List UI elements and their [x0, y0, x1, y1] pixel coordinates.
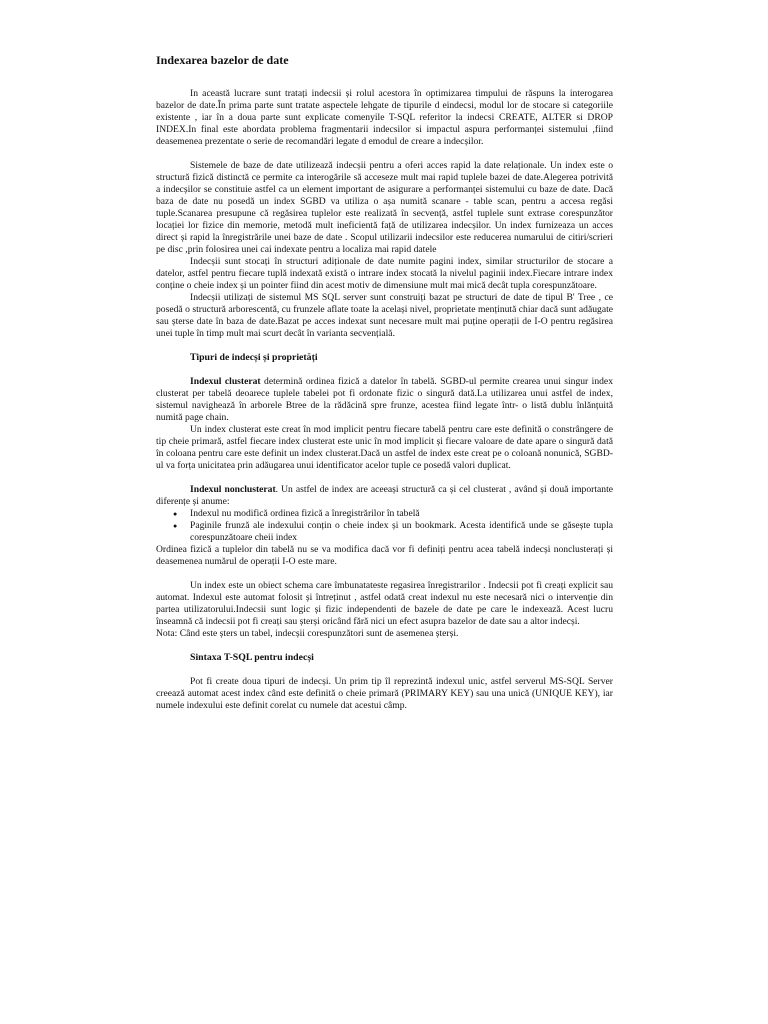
paragraph-sisteme: Sistemele de baze de date utilizează indecșii pentru a oferi acces rapid la date relaționale. Un index este o structură fizică distinctă ce permite ca interogările să acceseze mult mai rapid tuplele bazei de date.Alegerea potrivită a indecșilor se constituie astfel ca un element important de asigurare a performanței sistemului cu baze de date. Dacă baza de date nu posedă un index SGBD va utiliza o așa numită scanare - table scan, pentru a accesa regăsi tuple.Scanarea presupune că regăsirea tuplelor este realizată în secvență, astfel tuplele sunt extrase corespunzător locației lor fizice din memorie, metodă mult ineficientă față de utilizarea indecșilor. Un index furnizeaza un acces direct și rapid la înregistrările unei baze de date . Scopul utilizarii indecsilor este reducerea numarului de citiri/scrieri pe disc ,prin folosirea unei cai indexate pentru a localiza mai rapid datele [156, 160, 613, 255]
list-item: ● Indexul nu modifică ordinea fizică a înregistrărilor în tabelă [190, 508, 613, 520]
paragraph-mssql: Indecșii utilizați de sistemul MS SQL server sunt construiți bazat pe structuri de date de tipul B' Tree , ce posedă o structură arborescentă, cu frunzele aflate toate la același nivel, proprietate menținută chiar dacă sunt adăugate sau șterse date în baza de date.Bazat pe acces indexat sunt necesare mult mai puține operații de I-O pentru regăsirea unei tuple în timp mult mai scurt decât în varianta secvențială. [156, 292, 613, 339]
heading-tipuri: Tipuri de indecși și proprietăți [190, 352, 318, 363]
nonclustered-list [156, 508, 613, 544]
document-title: Indexarea bazelor de date [156, 53, 289, 67]
heading-sintaxa: Sintaxa T-SQL pentru indecși [190, 652, 314, 663]
note-line: Nota: Când este șters un tabel, indecșii corespunzători sunt de asemenea șterși. [156, 628, 459, 639]
nonclustered-text: . Un astfel de index are aceeași structură ca și cel clusterat , având și două importante diferențe și anume: [156, 484, 613, 507]
paragraph-clustered [156, 376, 613, 424]
paragraph-obiect: Un index este un obiect schema care îmbunatateste regasirea înregistrarilor . Indecsii pot fi creați explicit sau automat. Indexul este automat folosit și întreținut , astfel odată creat indexul nu este necesară nici o intervenție din partea utilizatorului.Indecsii sunt logic și fizic independenti de bazele de date pe care le indexează. Acest lucru înseamnă că indecsii pot fi creați sau șterși oricând fără nici un efect asupra bazelor de date sau a altor indecși. [156, 580, 613, 627]
list-item: ● Paginile frunză ale indexului conțin o cheie index și un bookmark. Acesta identifică unde se găsește tupla corespunzătoare cheii index [190, 520, 613, 544]
document-page [156, 52, 613, 712]
paragraph-stocati: Indecșii sunt stocați în structuri adiționale de date numite pagini index, similar structurilor de stocare a datelor, astfel pentru fiecare tuplă indexată există o intrare index stocată la nivelul paginii index.Fiecare intrare index conține o cheie index și un pointer fiind din acest motiv de dimensiune mult mai mică decât tupla corespunzătoare. [156, 256, 613, 291]
paragraph-nonclustered [156, 484, 613, 508]
paragraph-doua: Pot fi create doua tipuri de indecși. Un prim tip îl reprezintă indexul unic, astfel serverul MS-SQL Server creează automat acest index când este definită o cheie primară (PRIMARY KEY) sau una unică (UNIQUE KEY), iar numele indexului este definit corelat cu numele dat acestui câmp. [156, 676, 613, 711]
paragraph-clustered-2: Un index clusterat este creat în mod implicit pentru fiecare tabelă pentru care este definită o constrângere de tip cheie primară, astfel fiecare index clusterat este unic în mod implicit și fiecare valoare de date apare o singură dată în coloana pentru care este definit un index clusterat.Dacă un astfel de index este creat pe o coloană nonunică, SGBD-ul va forța unicitatea prin adăugarea unui identificator acelor tuple ce posedă valori duplicat. [156, 424, 613, 471]
paragraph-nonclustered-after: Ordinea fizică a tuplelor din tabelă nu se va modifica dacă vor fi definiți pentru acea tabelă indecși nonclusterați și deasemenea numărul de operații I-O este mare. [156, 544, 613, 567]
term-clustered: Indexul clusterat [190, 376, 261, 387]
intro-paragraph: In această lucrare sunt tratați indecsii și rolul acestora în optimizarea timpului de răspuns la interogarea bazelor de date.În prima parte sunt tratate aspectele lehgate de tipurile d eindecsi, modul lor de stocare si categoriile existente , iar în a doua parte sunt explicate comenyile T-SQL referitor la indecsi CREATE, ALTER si DROP INDEX.In final este abordata problema fragmentarii indecsilor si impactul aspura performanței sistemului ,fiind deasemenea prezentate o serie de recomandări legate d emodul de creare a indecșilor. [156, 88, 613, 147]
clustered-text: determină ordinea fizică a datelor în tabelă. SGBD-ul permite crearea unui singur index clusterat per tabelă deoarece tuplele tabelei pot fi ordonate fizic o singură dată.La utilizarea unui astfel de index, sistemul navighează în arborele Btree de la rădăcină spre frunze, acestea fiind legate într- o listă dublu înlănțuită numită page chain. [156, 376, 613, 423]
term-nonclustered: Indexul nonclusterat [190, 484, 276, 495]
